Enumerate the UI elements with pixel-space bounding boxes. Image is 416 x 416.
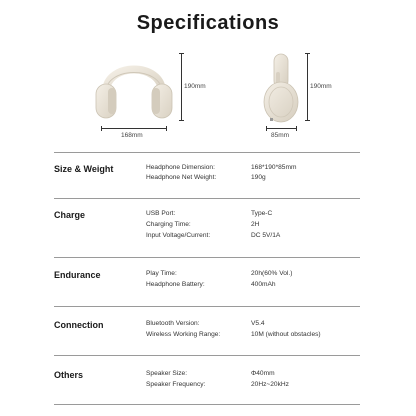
- divider: [54, 152, 360, 153]
- spec-value: 168*190*85mm: [251, 164, 297, 171]
- front-height-cap-top: [179, 53, 184, 54]
- spec-key: Charging Time:: [146, 221, 191, 228]
- spec-key: USB Port:: [146, 210, 176, 217]
- headphone-front-image: [94, 52, 174, 122]
- spec-value: 400mAh: [251, 281, 276, 288]
- front-width-cap-left: [101, 126, 102, 131]
- spec-key: Headphone Net Weight:: [146, 174, 217, 181]
- spec-value: 20h(60% Vol.): [251, 270, 293, 277]
- spec-value: DC 5V/1A: [251, 232, 281, 239]
- section-title: Size & Weight: [54, 164, 114, 174]
- spec-row: [146, 381, 360, 391]
- spec-value: V5.4: [251, 320, 265, 327]
- front-width-label: 168mm: [121, 132, 143, 139]
- spec-value: 2H: [251, 221, 260, 228]
- spec-key: Play Time:: [146, 270, 177, 277]
- spec-row: [146, 164, 360, 174]
- side-height-line: [307, 53, 308, 120]
- spec-key: Headphone Battery:: [146, 281, 205, 288]
- divider: [54, 404, 360, 405]
- side-width-cap-left: [266, 126, 267, 131]
- side-width-line: [266, 128, 296, 129]
- spec-key: Bluetooth Version:: [146, 320, 200, 327]
- divider: [54, 198, 360, 199]
- spec-value: 190g: [251, 174, 266, 181]
- front-height-line: [181, 53, 182, 120]
- side-height-cap-bottom: [305, 120, 310, 121]
- side-width-label: 85mm: [271, 132, 290, 139]
- section-title: Charge: [54, 210, 86, 220]
- spec-row: [146, 281, 360, 291]
- side-height-cap-top: [305, 53, 310, 54]
- side-height-label: 190mm: [310, 83, 332, 90]
- spec-row: [146, 270, 360, 280]
- spec-value: Type-C: [251, 210, 273, 217]
- spec-row: [146, 174, 360, 184]
- spec-value: Φ40mm: [251, 370, 275, 377]
- spec-key: Wireless Working Range:: [146, 331, 221, 338]
- spec-key: Speaker Frequency:: [146, 381, 206, 388]
- spec-row: [146, 320, 360, 330]
- front-height-label: 190mm: [184, 83, 206, 90]
- front-height-cap-bottom: [179, 120, 184, 121]
- spec-key: Headphone Dimension:: [146, 164, 215, 171]
- divider: [54, 306, 360, 307]
- divider: [54, 257, 360, 258]
- spec-value: 20Hz~20kHz: [251, 381, 289, 388]
- spec-row: [146, 370, 360, 380]
- front-width-cap-right: [166, 126, 167, 131]
- side-width-cap-right: [296, 126, 297, 131]
- front-width-line: [101, 128, 166, 129]
- spec-row: [146, 331, 360, 341]
- section-title: Others: [54, 370, 84, 380]
- spec-key: Input Voltage/Current:: [146, 232, 211, 239]
- section-title: Connection: [54, 320, 104, 330]
- spec-row: [146, 210, 360, 220]
- page-title: Specifications: [136, 12, 280, 34]
- spec-value: 10M (without obstacles): [251, 331, 321, 338]
- section-title: Endurance: [54, 270, 101, 280]
- headphone-side-image: [262, 52, 300, 124]
- divider: [54, 355, 360, 356]
- spec-key: Speaker Size:: [146, 370, 188, 377]
- spec-row: [146, 232, 360, 242]
- spec-row: [146, 221, 360, 231]
